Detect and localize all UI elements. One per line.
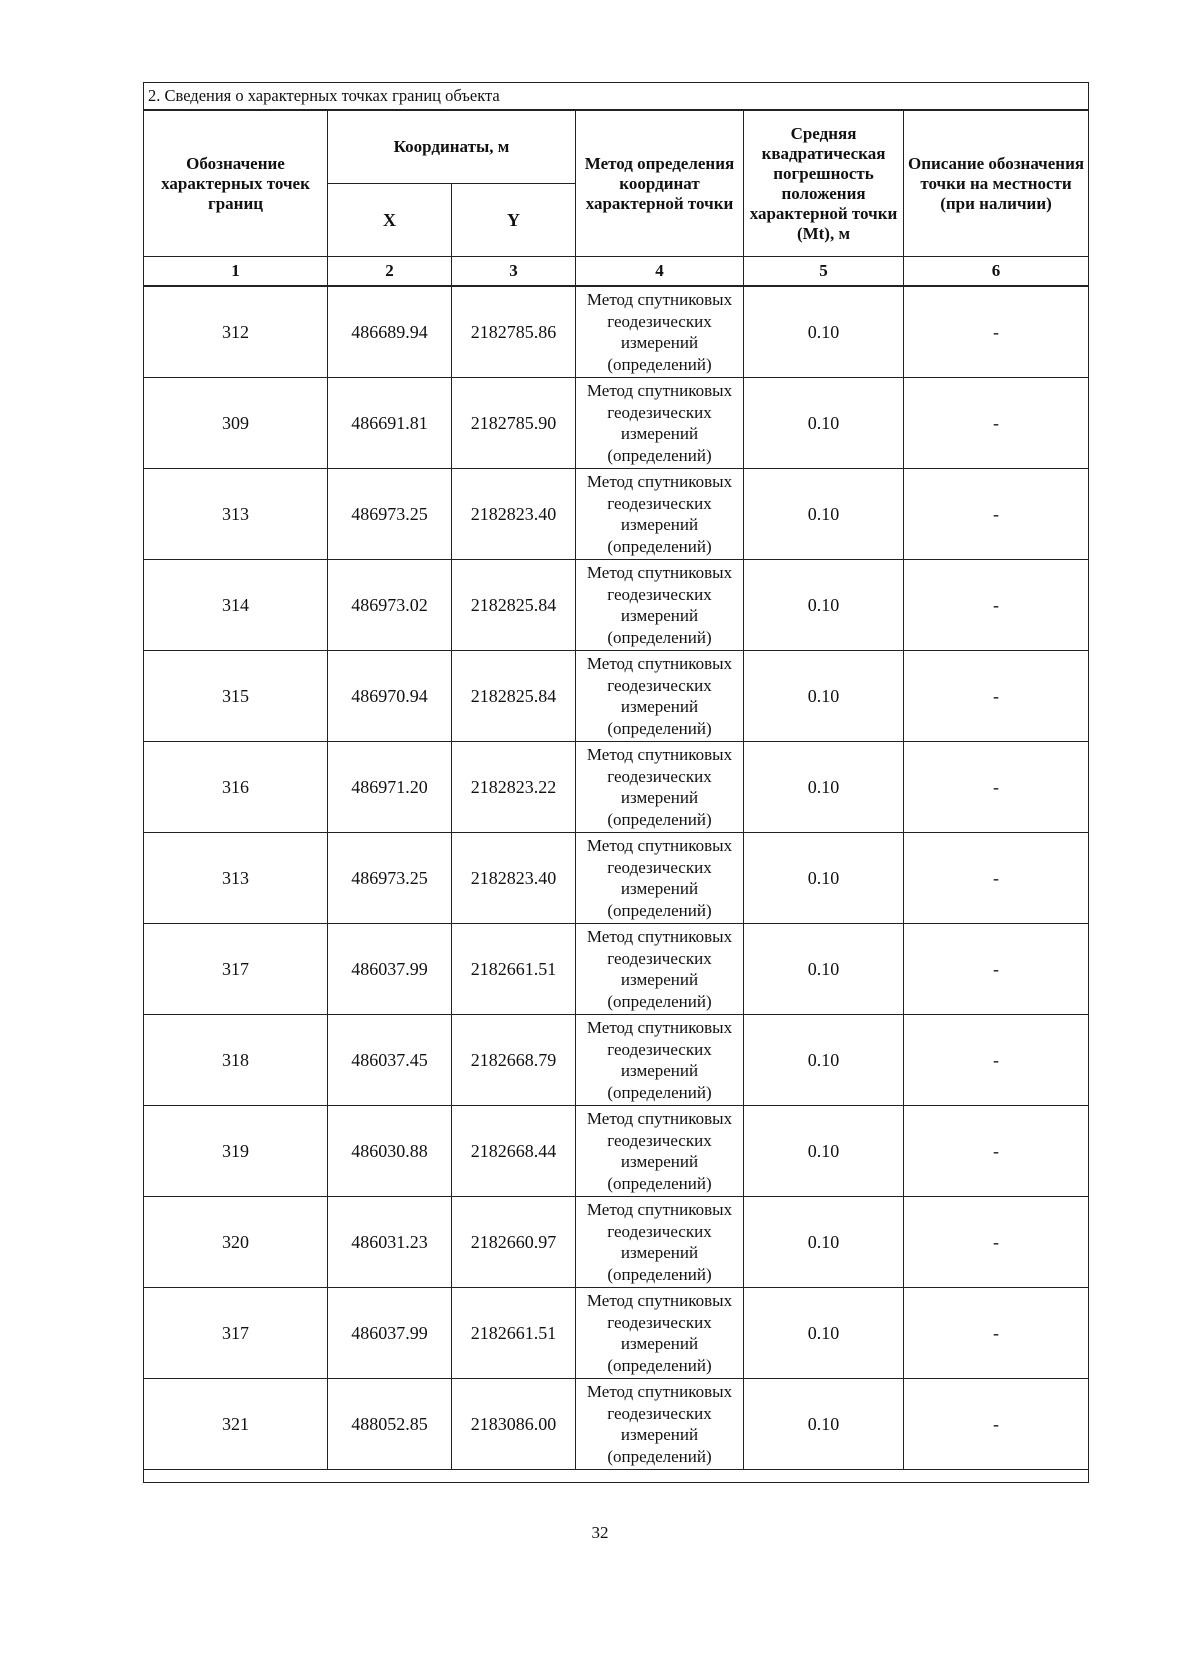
method-cell: Метод спутниковых геодезических измерений (определений): [576, 742, 744, 833]
table-row: [144, 1197, 1089, 1288]
description-cell: -: [904, 1106, 1089, 1197]
table-row: [144, 1015, 1089, 1106]
method-cell: Метод спутниковых геодезических измерений (определений): [576, 833, 744, 924]
table-row: [144, 742, 1089, 833]
table-row: [144, 1379, 1089, 1470]
point-cell: 313: [144, 833, 328, 924]
description-cell: -: [904, 1197, 1089, 1288]
x-coordinate-cell: 486971.20: [328, 742, 452, 833]
description-cell: -: [904, 651, 1089, 742]
point-cell: 312: [144, 286, 328, 378]
y-coordinate-cell: 2182823.40: [452, 833, 576, 924]
x-coordinate-cell: 486689.94: [328, 286, 452, 378]
point-cell: 309: [144, 378, 328, 469]
y-coordinate-cell: 2183086.00: [452, 1379, 576, 1470]
method-cell: Метод спутниковых геодезических измерений (определений): [576, 469, 744, 560]
error-cell: 0.10: [744, 469, 904, 560]
y-coordinate-cell: 2182660.97: [452, 1197, 576, 1288]
description-cell: -: [904, 924, 1089, 1015]
page-number: 32: [591, 1523, 609, 1542]
method-cell: Метод спутниковых геодезических измерений (определений): [576, 1197, 744, 1288]
spacer-cell: [144, 1470, 1089, 1483]
point-cell: 313: [144, 469, 328, 560]
x-coordinate-cell: 486973.25: [328, 833, 452, 924]
method-cell: Метод спутниковых геодезических измерений (определений): [576, 1106, 744, 1197]
description-cell: -: [904, 378, 1089, 469]
section-title: 2. Сведения о характерных точках границ объекта: [144, 83, 1089, 111]
boundary-points-table: [143, 82, 1089, 1483]
description-cell: -: [904, 560, 1089, 651]
column-number: 2: [328, 257, 452, 287]
point-cell: 317: [144, 1288, 328, 1379]
point-cell: 318: [144, 1015, 328, 1106]
x-coordinate-cell: 488052.85: [328, 1379, 452, 1470]
error-cell: 0.10: [744, 1015, 904, 1106]
table-row: [144, 469, 1089, 560]
error-cell: 0.10: [744, 833, 904, 924]
error-cell: 0.10: [744, 1379, 904, 1470]
header-method: Метод определения координат характерной точки: [576, 110, 744, 257]
method-cell: Метод спутниковых геодезических измерений (определений): [576, 1288, 744, 1379]
x-coordinate-cell: 486031.23: [328, 1197, 452, 1288]
method-cell: Метод спутниковых геодезических измерений (определений): [576, 651, 744, 742]
y-coordinate-cell: 2182668.79: [452, 1015, 576, 1106]
method-cell: Метод спутниковых геодезических измерений (определений): [576, 1015, 744, 1106]
column-number: 5: [744, 257, 904, 287]
header-error: Средняя квадратическая погрешность положения характерной точки (Mt), м: [744, 110, 904, 257]
y-coordinate-cell: 2182823.40: [452, 469, 576, 560]
error-cell: 0.10: [744, 378, 904, 469]
method-cell: Метод спутниковых геодезических измерений (определений): [576, 1379, 744, 1470]
y-coordinate-cell: 2182825.84: [452, 560, 576, 651]
coordinates-sheet: [143, 82, 1088, 1483]
y-coordinate-cell: 2182661.51: [452, 1288, 576, 1379]
error-cell: 0.10: [744, 742, 904, 833]
column-number: 4: [576, 257, 744, 287]
error-cell: 0.10: [744, 1106, 904, 1197]
point-cell: 317: [144, 924, 328, 1015]
point-cell: 316: [144, 742, 328, 833]
table-row: [144, 560, 1089, 651]
table-row: [144, 378, 1089, 469]
x-coordinate-cell: 486037.45: [328, 1015, 452, 1106]
x-coordinate-cell: 486037.99: [328, 1288, 452, 1379]
method-cell: Метод спутниковых геодезических измерений (определений): [576, 560, 744, 651]
x-coordinate-cell: 486037.99: [328, 924, 452, 1015]
description-cell: -: [904, 1288, 1089, 1379]
column-number: 3: [452, 257, 576, 287]
error-cell: 0.10: [744, 1197, 904, 1288]
description-cell: -: [904, 742, 1089, 833]
x-coordinate-cell: 486030.88: [328, 1106, 452, 1197]
y-coordinate-cell: 2182823.22: [452, 742, 576, 833]
x-coordinate-cell: 486970.94: [328, 651, 452, 742]
table-row: [144, 924, 1089, 1015]
header-designation: Обозначение характерных точек границ: [144, 110, 328, 257]
y-coordinate-cell: 2182825.84: [452, 651, 576, 742]
y-coordinate-cell: 2182785.90: [452, 378, 576, 469]
header-coordinates: Координаты, м: [328, 110, 576, 184]
header-y: Y: [452, 184, 576, 257]
point-cell: 319: [144, 1106, 328, 1197]
y-coordinate-cell: 2182668.44: [452, 1106, 576, 1197]
column-numbers-row: [144, 257, 1089, 287]
x-coordinate-cell: 486691.81: [328, 378, 452, 469]
table-row: [144, 833, 1089, 924]
table-row: [144, 651, 1089, 742]
error-cell: 0.10: [744, 560, 904, 651]
y-coordinate-cell: 2182785.86: [452, 286, 576, 378]
table-row: [144, 1106, 1089, 1197]
error-cell: 0.10: [744, 651, 904, 742]
description-cell: -: [904, 469, 1089, 560]
error-cell: 0.10: [744, 286, 904, 378]
x-coordinate-cell: 486973.25: [328, 469, 452, 560]
description-cell: -: [904, 833, 1089, 924]
header-x: X: [328, 184, 452, 257]
description-cell: -: [904, 1015, 1089, 1106]
column-number: 1: [144, 257, 328, 287]
error-cell: 0.10: [744, 1288, 904, 1379]
point-cell: 314: [144, 560, 328, 651]
method-cell: Метод спутниковых геодезических измерений (определений): [576, 378, 744, 469]
table-body: [144, 286, 1089, 1470]
point-cell: 315: [144, 651, 328, 742]
y-coordinate-cell: 2182661.51: [452, 924, 576, 1015]
x-coordinate-cell: 486973.02: [328, 560, 452, 651]
description-cell: -: [904, 1379, 1089, 1470]
description-cell: -: [904, 286, 1089, 378]
column-number: 6: [904, 257, 1089, 287]
method-cell: Метод спутниковых геодезических измерений (определений): [576, 924, 744, 1015]
error-cell: 0.10: [744, 924, 904, 1015]
point-cell: 320: [144, 1197, 328, 1288]
table-row: [144, 1288, 1089, 1379]
point-cell: 321: [144, 1379, 328, 1470]
method-cell: Метод спутниковых геодезических измерений (определений): [576, 286, 744, 378]
header-description: Описание обозначения точки на местности (при наличии): [904, 110, 1089, 257]
spacer-row: [144, 1470, 1089, 1483]
table-row: [144, 286, 1089, 378]
